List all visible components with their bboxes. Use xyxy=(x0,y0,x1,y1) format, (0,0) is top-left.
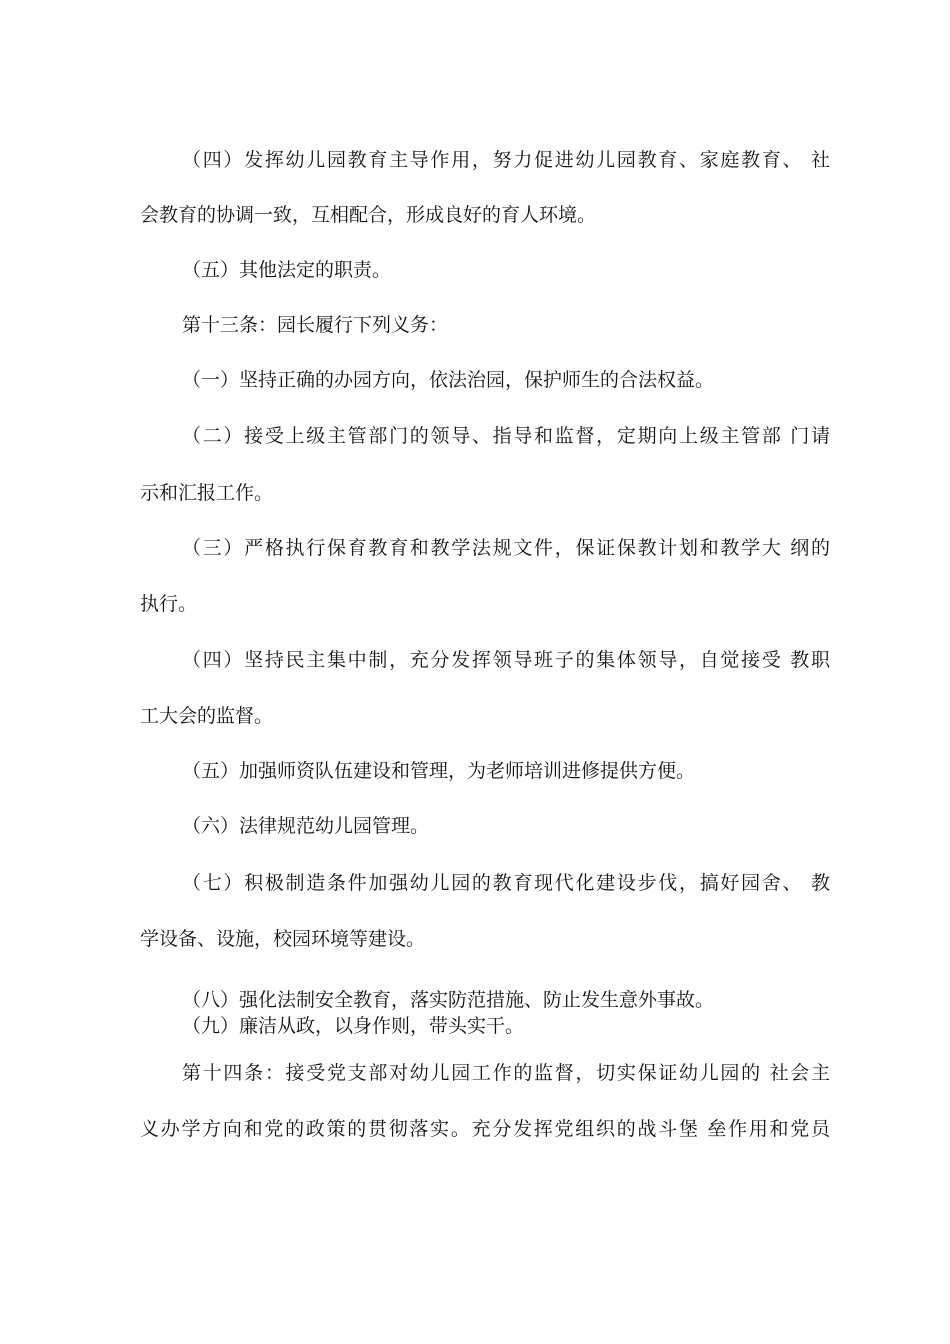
text-line: （三）严格执行保育教育和教学法规文件，保证保教计划和教学大 纲的 xyxy=(182,537,830,559)
text-line: 第十三条：园长履行下列义务： xyxy=(182,314,449,336)
text-line: 会教育的协调一致，互相配合，形成良好的育人环境。 xyxy=(140,204,597,226)
text-line: （九）廉洁从政，以身作则，带头实干。 xyxy=(182,1015,525,1037)
text-line: 示和汇报工作。 xyxy=(140,482,274,504)
text-line: 义办学方向和党的政策的贯彻落实。充分发挥党组织的战斗堡 垒作用和党员 xyxy=(140,1118,830,1140)
text-line: （一）坚持正确的办园方向，依法治园，保护师生的合法权益。 xyxy=(182,369,715,391)
text-line: （五）其他法定的职责。 xyxy=(182,259,392,281)
text-line: （二）接受上级主管部门的领导、指导和监督，定期向上级主管部 门请 xyxy=(182,425,830,447)
text-line: （六）法律规范幼儿园管理。 xyxy=(182,815,430,837)
text-line: 工大会的监督。 xyxy=(140,705,274,727)
text-line: 学设备、设施，校园环境等建设。 xyxy=(140,928,426,950)
text-line: （七）积极制造条件加强幼儿园的教育现代化建设步伐，搞好园舍、 教 xyxy=(182,872,830,894)
text-line: （八）强化法制安全教育，落实防范措施、防止发生意外事故。 xyxy=(182,989,715,1011)
text-line: 执行。 xyxy=(140,593,198,615)
text-line: 第十四条：接受党支部对幼儿园工作的监督，切实保证幼儿园的 社会主 xyxy=(182,1062,830,1084)
text-line: （四）发挥幼儿园教育主导作用，努力促进幼儿园教育、家庭教育、 社 xyxy=(182,149,830,171)
text-line: （四）坚持民主集中制，充分发挥领导班子的集体领导，自觉接受 教职 xyxy=(182,649,830,671)
text-line: （五）加强师资队伍建设和管理，为老师培训进修提供方便。 xyxy=(182,760,696,782)
